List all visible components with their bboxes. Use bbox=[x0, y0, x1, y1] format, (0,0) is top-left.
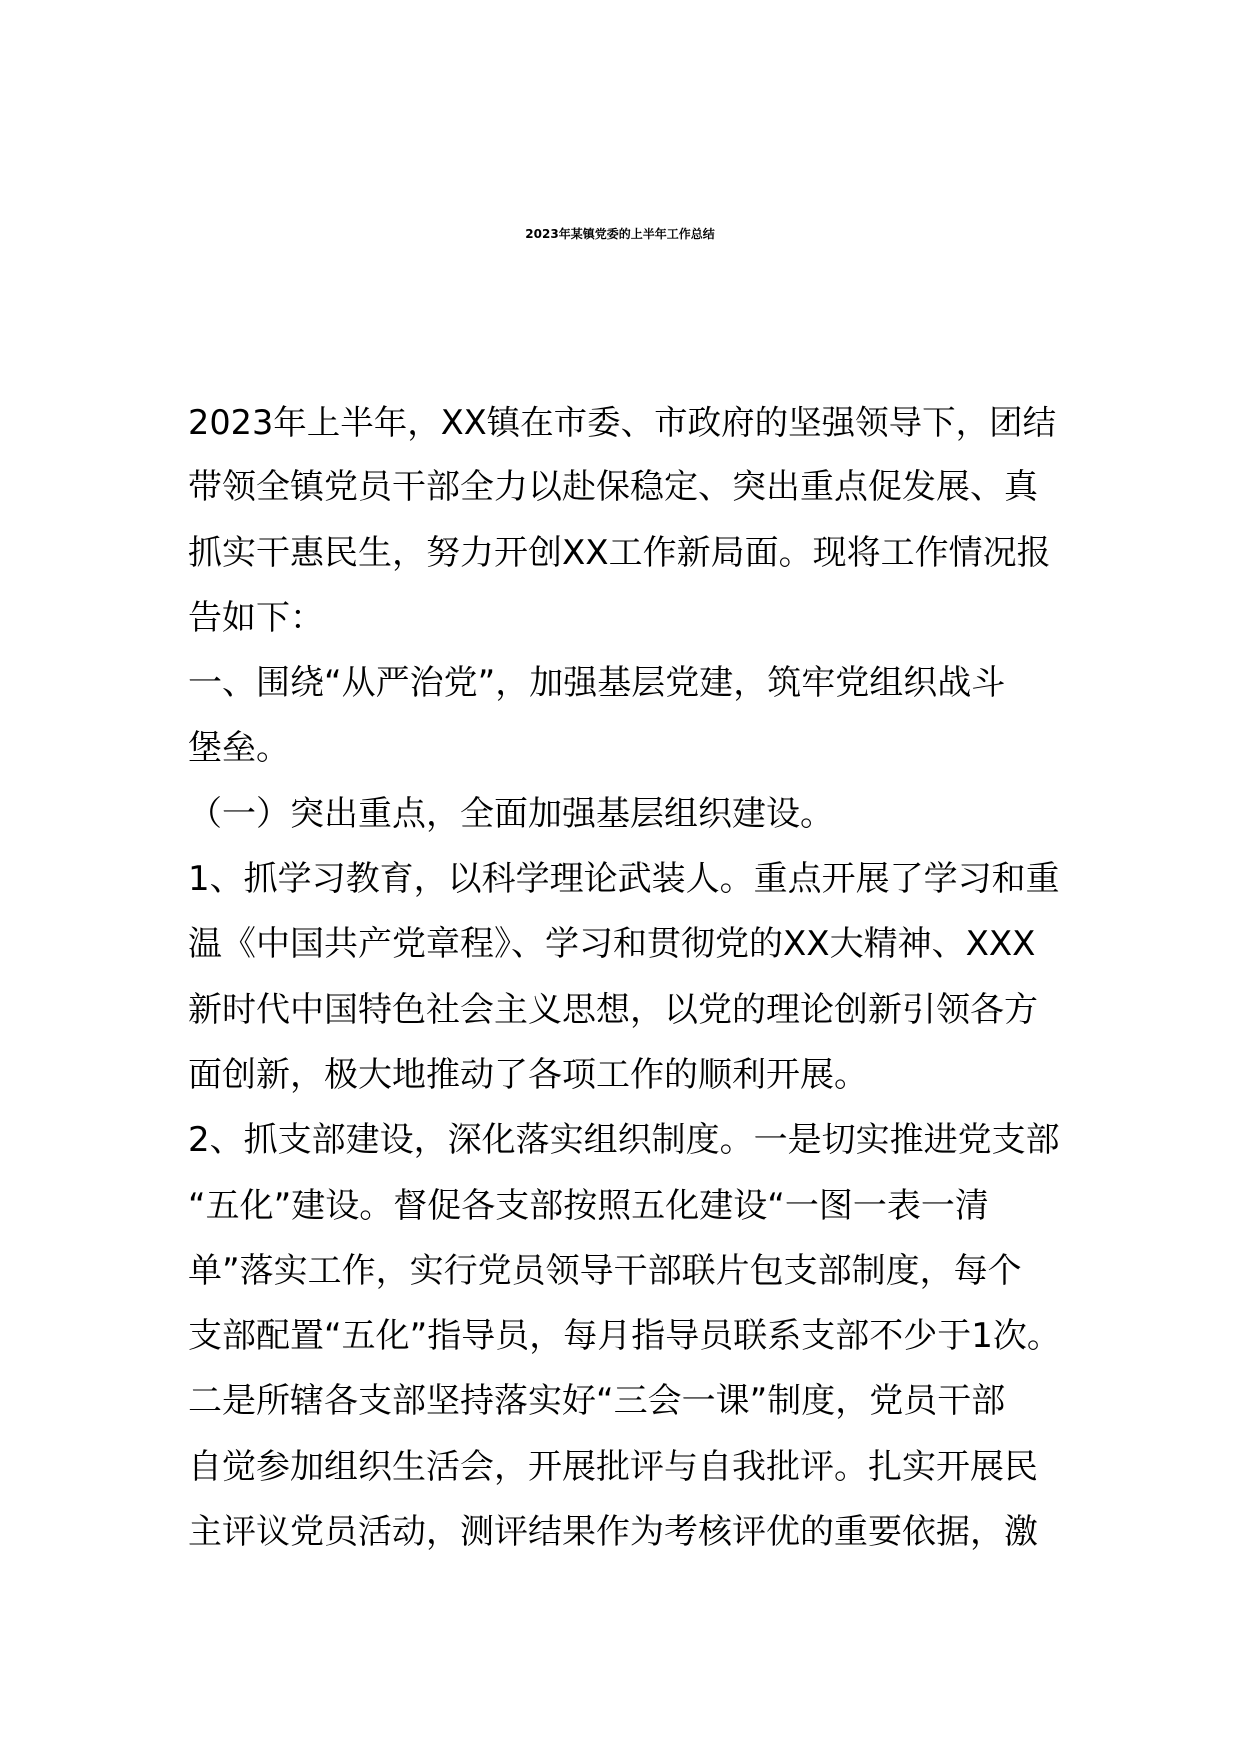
body-line: 1、抓学习教育，以科学理论武装人。重点开展了学习和重 bbox=[188, 859, 1060, 900]
body-line: 单”落实工作，实行党员领导干部联片包支部制度，每个 bbox=[188, 1250, 1022, 1291]
section-heading: 堡垒。 bbox=[188, 728, 290, 769]
document-body bbox=[188, 390, 1068, 1565]
body-line: 带领全镇党员干部全力以赴保稳定、突出重点促发展、真 bbox=[188, 467, 1038, 508]
body-line: 面创新，极大地推动了各项工作的顺利开展。 bbox=[188, 1054, 868, 1095]
body-line: 告如下： bbox=[188, 597, 324, 638]
body-line: “五化”建设。督促各支部按照五化建设“一图一表一清 bbox=[188, 1185, 989, 1226]
subsection-heading: （一）突出重点，全面加强基层组织建设。 bbox=[188, 793, 834, 834]
body-line: 主评议党员活动，测评结果作为考核评优的重要依据，激 bbox=[188, 1512, 1038, 1553]
body-line: 抓实干惠民生，努力开创XX工作新局面。现将工作情况报 bbox=[188, 532, 1051, 573]
body-line: 支部配置“五化”指导员，每月指导员联系支部不少于1次。 bbox=[188, 1316, 1061, 1357]
document-title: 2023年某镇党委的上半年工作总结 bbox=[525, 227, 715, 241]
body-line: 2、抓支部建设，深化落实组织制度。一是切实推进党支部 bbox=[188, 1120, 1060, 1161]
section-heading: 一、围绕“从严治党”，加强基层党建，筑牢党组织战斗 bbox=[188, 663, 1006, 704]
body-line: 2023年上半年，XX镇在市委、市政府的坚强领导下，团结 bbox=[188, 403, 1057, 442]
body-line: 二是所辖各支部坚持落实好“三会一课”制度，党员干部 bbox=[188, 1381, 1006, 1422]
body-line: 自觉参加组织生活会，开展批评与自我批评。扎实开展民 bbox=[188, 1446, 1038, 1487]
body-line: 温《中国共产党章程》、学习和贯彻党的XX大精神、XXX bbox=[188, 924, 1036, 965]
body-line: 新时代中国特色社会主义思想，以党的理论创新引领各方 bbox=[188, 989, 1038, 1030]
